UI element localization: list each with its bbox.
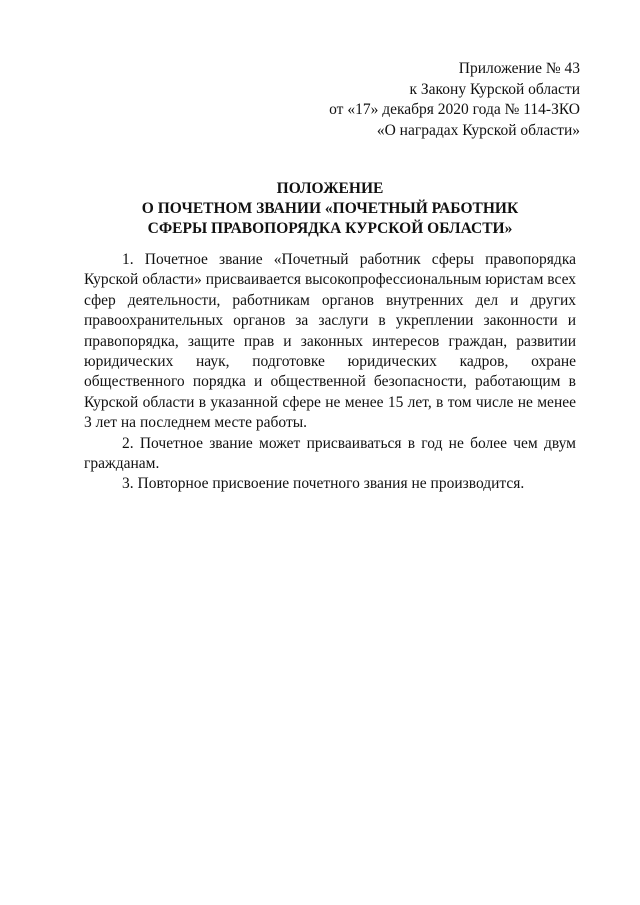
paragraph-1: 1. Почетное звание «Почетный работник сферы правопорядка Курской области» присваивается высокопрофессиональным юристам всех сфер деятельности, работникам органов внутренних дел и других правоохранительных органов за заслуги в укреплении законности и правопорядка, защите прав и законных интересов граждан, развитии юридических наук, подготовке юридических кадров, охране общественного порядка и общественной безопасности, работающим в Курской области в указанной сфере не менее 15 лет, в том числе не менее 3 лет на последнем месте работы. (84, 251, 576, 432)
document-title (84, 179, 576, 239)
appendix-number: Приложение № 43 (458, 60, 580, 77)
paragraph-2: 2. Почетное звание может присваиваться в год не более чем двум гражданам. (84, 434, 576, 473)
appendix-header (300, 59, 580, 141)
appendix-law-reference: к Закону Курской области (409, 80, 580, 98)
paragraph-3: 3. Повторное присвоение почетного звания не производится. (122, 475, 525, 493)
appendix-law-date: от «17» декабря 2020 года № 114-ЗКО (329, 101, 580, 118)
appendix-law-title: «О наградах Курской области» (376, 121, 580, 139)
title-line-2: О ПОЧЕТНОМ ЗВАНИИ «ПОЧЕТНЫЙ РАБОТНИК (141, 200, 519, 217)
title-line-3: СФЕРЫ ПРАВОПОРЯДКА КУРСКОЙ ОБЛАСТИ» (147, 220, 513, 237)
title-line-1: ПОЛОЖЕНИЕ (276, 180, 384, 197)
document-body (84, 250, 576, 495)
